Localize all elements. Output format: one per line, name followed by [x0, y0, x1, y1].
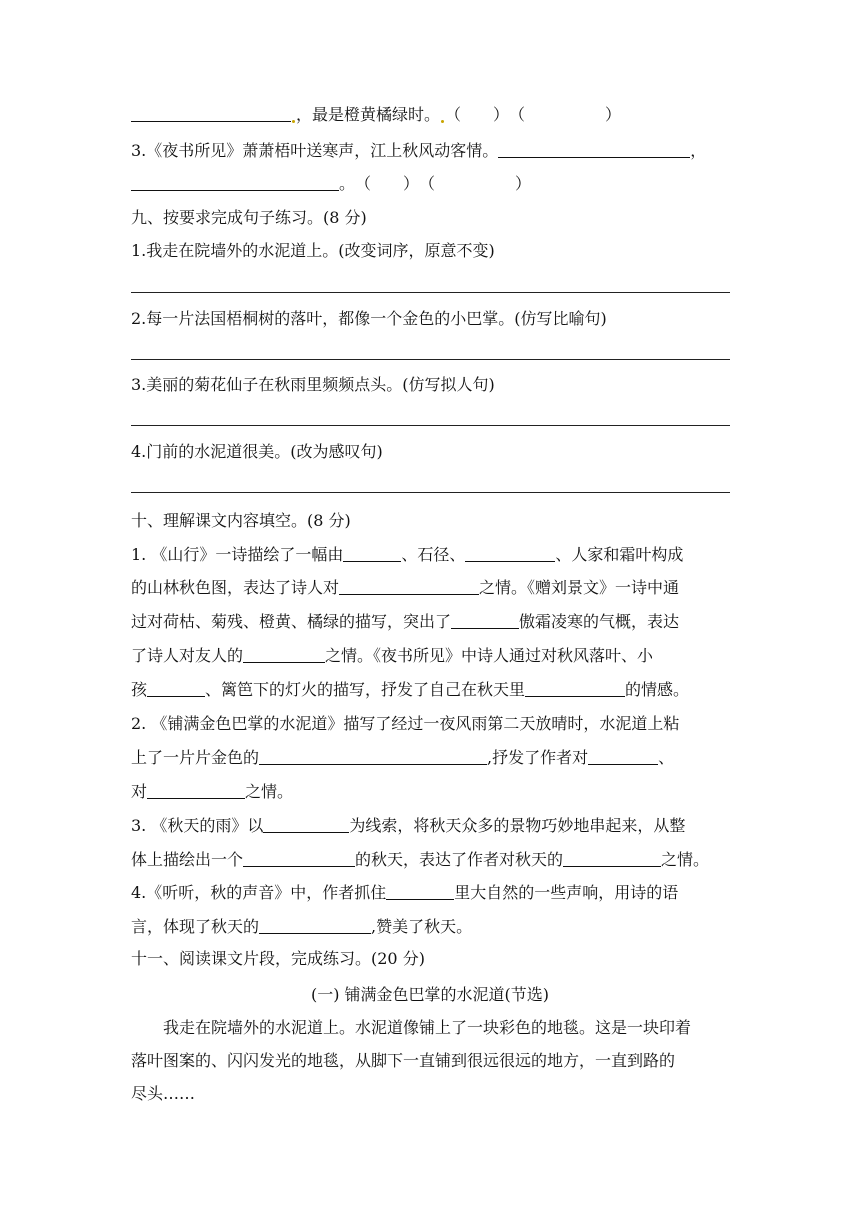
fill-line-10-10: 体上描绘出一个 的秋天，表达了作者对秋天的 之情。: [131, 850, 710, 869]
answer-blank[interactable]: [243, 646, 325, 663]
answer-line[interactable]: [131, 359, 730, 360]
fill-line-10-2: 的山林秋色图，表达了诗人对 之情。《赠刘景文》一诗中通: [131, 578, 680, 597]
answer-blank[interactable]: [465, 545, 555, 562]
fill-line-10-1: 1. 《山行》一诗描绘了一幅由 、石径、 、人家和霜叶构成: [131, 545, 684, 564]
section-9-heading: 九、按要求完成句子练习。(8 分): [131, 208, 367, 227]
answer-blank[interactable]: [263, 816, 349, 833]
fill-line-10-3: 过对荷枯、菊残、橙黄、橘绿的描写，突出了 傲霜凌寒的气概，表达: [131, 612, 680, 631]
fill-line-10-8: 对 之情。: [131, 782, 294, 801]
answer-blank[interactable]: [243, 850, 355, 867]
question-9-3: 3.美丽的菊花仙子在秋雨里频频点头。(仿写拟人句): [131, 375, 495, 394]
answer-blank[interactable]: [498, 141, 690, 158]
poem-fill-line-3: 。（ ）（ ）: [131, 173, 731, 195]
question-9-4: 4.门前的水泥道很美。(改为感叹句): [131, 442, 383, 461]
fill-line-10-9: 3. 《秋天的雨》以 为线索，将秋天众多的景物巧妙地串起来，从整: [131, 816, 686, 835]
answer-line[interactable]: [131, 292, 730, 293]
answer-blank[interactable]: [343, 545, 401, 562]
answer-blank[interactable]: [259, 917, 371, 934]
answer-line[interactable]: [131, 425, 730, 426]
passage-title: (一) 铺满金色巴掌的水泥道(节选): [310, 985, 550, 1004]
answer-blank[interactable]: [259, 748, 487, 765]
answer-blank[interactable]: [525, 680, 625, 697]
answer-paren[interactable]: （ ）: [509, 105, 622, 124]
answer-blank[interactable]: [588, 748, 658, 765]
answer-blank[interactable]: [147, 782, 245, 799]
fill-line-10-5: 孩 、篱笆下的灯火的描写，抒发了自己在秋天里 的情感。: [131, 680, 690, 699]
mark-dot: [441, 120, 444, 123]
answer-paren[interactable]: （ ）: [445, 105, 510, 124]
mark-dot: [292, 120, 295, 123]
answer-blank[interactable]: [339, 578, 479, 595]
poem-fill-line-1: ，最是橙黄橘绿时。 （ ）（ ）: [131, 104, 731, 126]
poem-fill-line-2: 3.《夜书所见》萧萧梧叶送寒声，江上秋风动客情。 ，: [131, 141, 707, 160]
answer-line[interactable]: [131, 492, 730, 493]
question-9-1: 1.我走在院墙外的水泥道上。(改变词序，原意不变): [131, 241, 495, 260]
answer-paren[interactable]: （ ）: [355, 174, 420, 193]
fill-line-10-12: 言，体现了秋天的 ,赞美了秋天。: [131, 917, 473, 936]
answer-blank[interactable]: [451, 612, 519, 629]
answer-paren[interactable]: （ ）: [419, 174, 532, 193]
passage-line-1: 我走在院墙外的水泥道上。水泥道像铺上了一块彩色的地毯。这是一块印着: [163, 1018, 692, 1037]
section-10-heading: 十、理解课文内容填空。(8 分): [131, 511, 351, 530]
answer-blank[interactable]: [386, 883, 454, 900]
section-11-heading: 十一、阅读课文片段，完成练习。(20 分): [131, 949, 425, 968]
passage-line-3: 尽头……: [131, 1084, 196, 1103]
fill-line-10-6: 2. 《铺满金色巴掌的水泥道》描写了经过一夜风雨第二天放晴时，水泥道上粘: [131, 714, 680, 733]
fill-line-10-7: 上了一片片金色的 ,抒发了作者对 、: [131, 748, 675, 767]
fill-line-10-4: 了诗人对友人的 之情。《夜书所见》中诗人通过对秋风落叶、小: [131, 646, 654, 665]
answer-blank[interactable]: [563, 850, 661, 867]
answer-blank[interactable]: [147, 680, 205, 697]
question-9-2: 2.每一片法国梧桐树的落叶，都像一个金色的小巴掌。(仿写比喻句): [131, 309, 607, 328]
passage-line-2: 落叶图案的、闪闪发光的地毯，从脚下一直铺到很远很远的地方，一直到路的: [131, 1051, 676, 1070]
fill-line-10-11: 4.《听听，秋的声音》中，作者抓住 里大自然的一些声响，用诗的语: [131, 883, 679, 902]
answer-blank[interactable]: [131, 105, 291, 122]
answer-blank[interactable]: [131, 174, 339, 191]
